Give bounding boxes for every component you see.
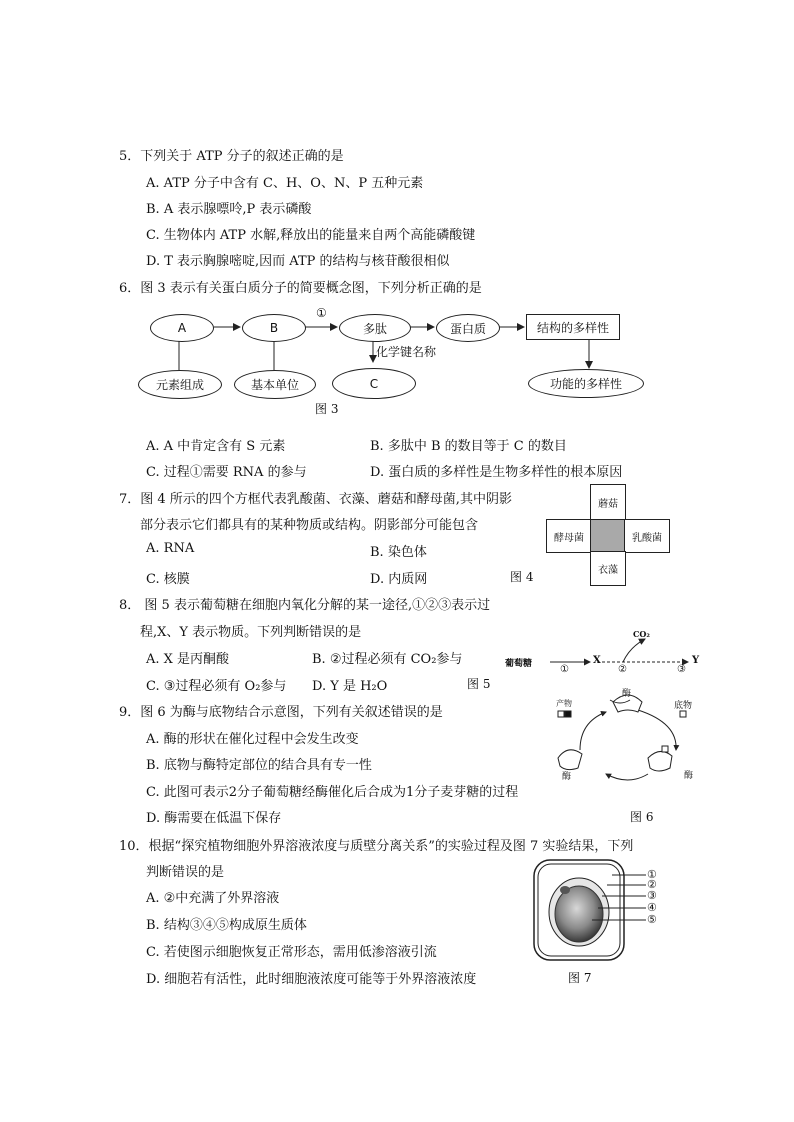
q8-option-d: D. Y 是 H₂O [312,679,388,694]
q6-option-c: C. 过程①需要 RNA 的参与 [146,465,307,480]
q10-stem-line2: 判断错误的是 [146,865,225,880]
q8-option-b: B. ②过程必须有 CO₂参与 [312,652,463,667]
q9-option-d: D. 酶需要在低温下保存 [146,811,282,826]
q9-stem: 9．图 6 为酶与底物结合示意图，下列有关叙述错误的是 [119,705,443,720]
figure-6-enzyme-cycle [548,688,708,788]
product-label: 产物 [556,699,572,708]
q10-option-d: D. 细胞若有活性，此时细胞液浓度可能等于外界溶液浓度 [146,972,477,987]
q8-stem-line2: 程,X、Y 表示物质。下列判断错误的是 [140,625,362,640]
figure-6-caption: 图 6 [630,810,654,824]
y-label: Y [692,655,700,666]
q7-stem-line2: 部分表示它们都具有的某种物质或结构。阴影部分可能包含 [140,518,479,533]
figure-5-pathway [505,625,705,685]
q6-option-d: D. 蛋白质的多样性是生物多样性的根本原因 [370,465,623,480]
box-chlamydomonas: 衣藻 [590,551,626,586]
q10-option-c: C. 若使图示细胞恢复正常形态，需用低渗溶液引流 [146,945,437,960]
box-mushroom: 蘑菇 [590,484,626,521]
box-yeast: 酵母菌 [546,519,592,553]
q7-stem-line1: 7．图 4 所示的四个方框代表乳酸菌、衣藻、蘑菇和酵母菌,其中阴影 [119,492,512,507]
node-peptide: 多肽 [339,314,411,342]
step-3: ③ [677,664,686,675]
q9-option-a: A. 酶的形状在催化过程中会发生改变 [146,732,359,747]
q5-option-d: D. T 表示胸腺嘧啶,因而 ATP 的结构与核苷酸很相似 [146,254,450,269]
pathway-arrows [505,625,705,685]
node-b: B [242,314,306,342]
glucose-label: 葡萄糖 [505,659,533,669]
q10-option-a: A. ②中充满了外界溶液 [146,891,280,906]
node-a: A [150,314,214,342]
q6-option-b: B. 多肽中 B 的数目等于 C 的数目 [370,439,567,454]
bond-name-label: 化学键名称 [376,345,437,359]
q7-option-c: C. 核膜 [146,572,190,587]
node-protein: 蛋白质 [436,314,500,342]
q8-option-a: A. X 是丙酮酸 [146,652,230,667]
label-2: ② [647,878,657,891]
enzyme-left-label: 酶 [562,772,572,782]
figure-3-concept-map [138,308,658,408]
figure-7-plant-cell [532,858,667,964]
step-1: ① [560,664,569,675]
substrate-label: 底物 [674,701,693,711]
node-function-diversity: 功能的多样性 [528,369,644,398]
q7-option-b: B. 染色体 [370,545,427,560]
q5-stem: 5．下列关于 ATP 分子的叙述正确的是 [119,149,344,164]
node-structure-diversity: 结构的多样性 [526,314,620,340]
q6-option-a: A. A 中肯定含有 S 元素 [146,439,286,454]
q10-option-b: B. 结构③④⑤构成原生质体 [146,918,307,933]
node-elements: 元素组成 [138,370,222,399]
q8-option-c: C. ③过程必须有 O₂参与 [146,679,287,694]
q5-option-a: A. ATP 分子中含有 C、H、O、N、P 五种元素 [146,176,424,191]
figure-3-caption: 图 3 [315,402,339,416]
q9-option-c: C. 此图可表示2分子葡萄糖经酶催化后合成为1分子麦芽糖的过程 [146,785,519,800]
q6-stem: 6．图 3 表示有关蛋白质分子的简要概念图，下列分析正确的是 [119,281,482,296]
q10-stem-line1: 10．根据“探究植物细胞外界溶液浓度与质壁分离关系”的实验过程及图 7 实验结果，下列 [119,839,634,854]
enzyme-right-label: 酶 [684,771,694,781]
co2-label: CO₂ [633,629,650,639]
enzyme-top-label: 酶 [622,689,632,699]
label-4: ④ [647,901,657,914]
node-c: C [332,368,416,399]
step-1-label: ① [316,306,327,320]
q8-stem-line1: 8． 图 5 表示葡萄糖在细胞内氧化分解的某一途径,①②③表示过 [119,598,491,613]
label-1: ① [647,868,657,881]
figure-4-caption: 图 4 [510,570,534,584]
figure-7-caption: 图 7 [568,971,592,985]
q5-option-c: C. 生物体内 ATP 水解,释放出的能量来自两个高能磷酸键 [146,228,476,243]
q5-option-b: B. A 表示腺嘌呤,P 表示磷酸 [146,202,312,217]
box-lactobacillus: 乳酸菌 [624,519,670,553]
q7-option-a: A. RNA [146,541,195,556]
q7-option-d: D. 内质网 [370,572,428,587]
label-5: ⑤ [647,913,657,926]
step-2: ② [618,664,627,675]
figure-5-caption: 图 5 [467,677,491,691]
node-basic-unit: 基本单位 [234,370,316,399]
x-label: X [593,655,601,666]
label-3: ③ [647,889,657,902]
shaded-common-area [590,519,626,553]
q9-option-b: B. 底物与酶特定部位的结合具有专一性 [146,758,372,773]
